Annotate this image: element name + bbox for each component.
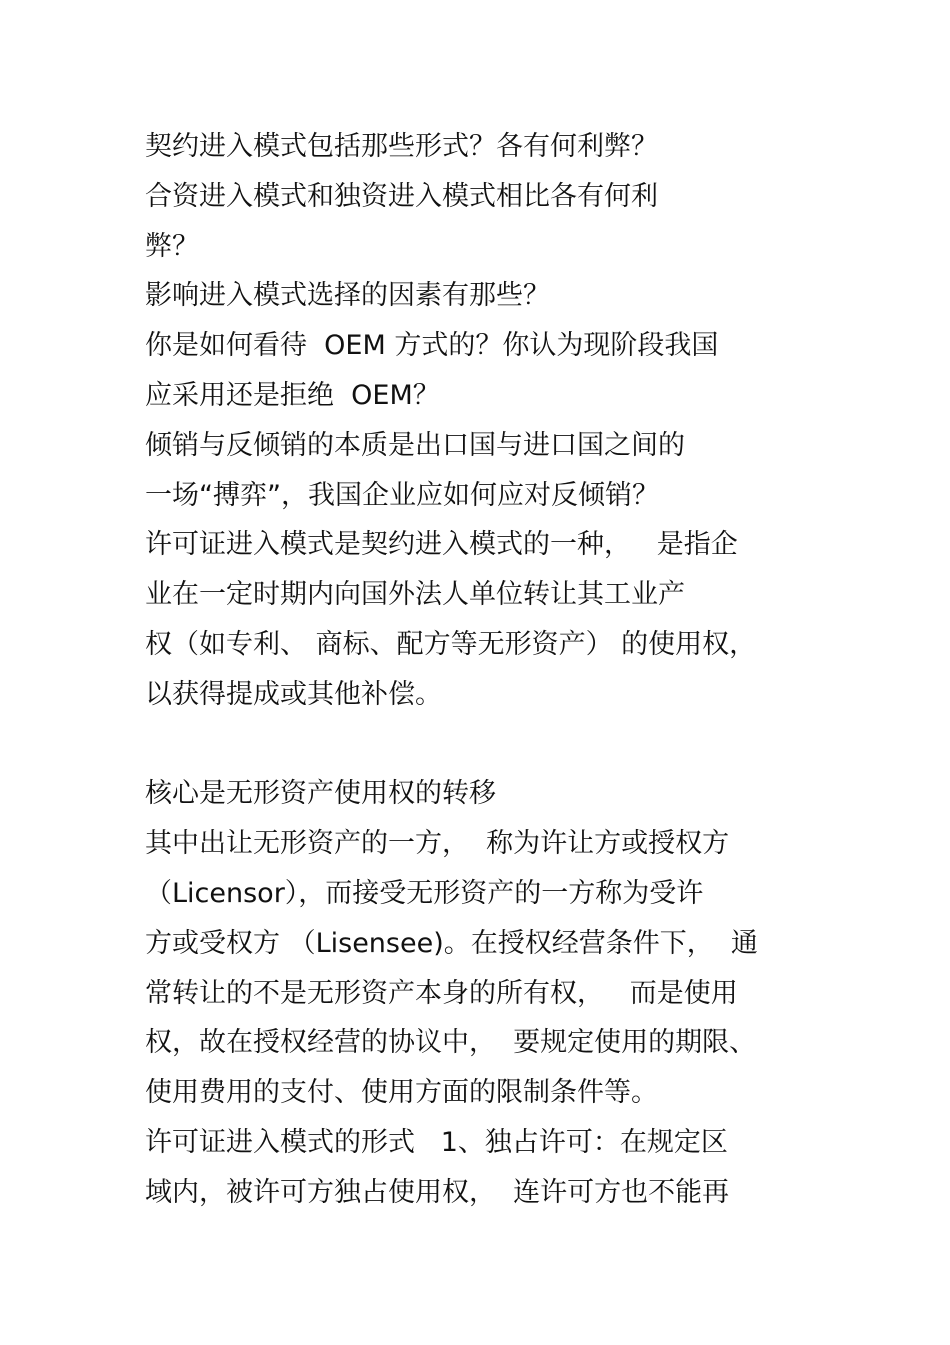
text-line: 倾销与反倾销的本质是出口国与进口国之间的 xyxy=(145,429,685,461)
text-line: 业在一定时期内向国外法人单位转让其工业产 xyxy=(145,579,685,611)
text-line: 一场“搏弈”，我国企业应如何应对反倾销？ xyxy=(145,479,659,511)
text-line: 以获得提成或其他补偿。 xyxy=(145,678,442,710)
text-line: 影响进入模式选择的因素有那些？ xyxy=(145,280,550,312)
text-line: 常转让的不是无形资产本身的所有权， 而是使用 xyxy=(145,977,738,1009)
text-line: 使用费用的支付、使用方面的限制条件等。 xyxy=(145,1077,658,1109)
document-body xyxy=(145,122,825,1218)
text-line: （Licensor），而接受无形资产的一方称为受许 xyxy=(145,877,704,909)
text-line: 权（如专利、 商标、配方等无形资产） 的使用权， xyxy=(145,628,757,660)
text-line: 弊？ xyxy=(145,230,199,262)
text-line: 许可证进入模式是契约进入模式的一种， 是指企 xyxy=(145,529,738,561)
text-line: 权，故在授权经营的协议中， 要规定使用的期限、 xyxy=(145,1027,757,1059)
text-line: 其中出让无形资产的一方， 称为许让方或授权方 xyxy=(145,828,730,860)
text-line: 你是如何看待 OEM 方式的？你认为现阶段我国 xyxy=(145,330,719,362)
text-line: 方或受权方 （Lisensee)。在授权经营条件下， 通 xyxy=(145,927,758,959)
text-line: 核心是无形资产使用权的转移 xyxy=(145,778,496,810)
text-line: 许可证进入模式的形式 1、独占许可：在规定区 xyxy=(145,1126,728,1158)
text-line: 域内，被许可方独占使用权， 连许可方也不能再 xyxy=(145,1176,730,1208)
paragraph-gap xyxy=(145,720,825,770)
text-line: 应采用还是拒绝 OEM？ xyxy=(145,379,440,411)
text-line: 契约进入模式包括那些形式？各有何利弊？ xyxy=(145,131,658,162)
text-line: 合资进入模式和独资进入模式相比各有何利 xyxy=(145,180,658,212)
